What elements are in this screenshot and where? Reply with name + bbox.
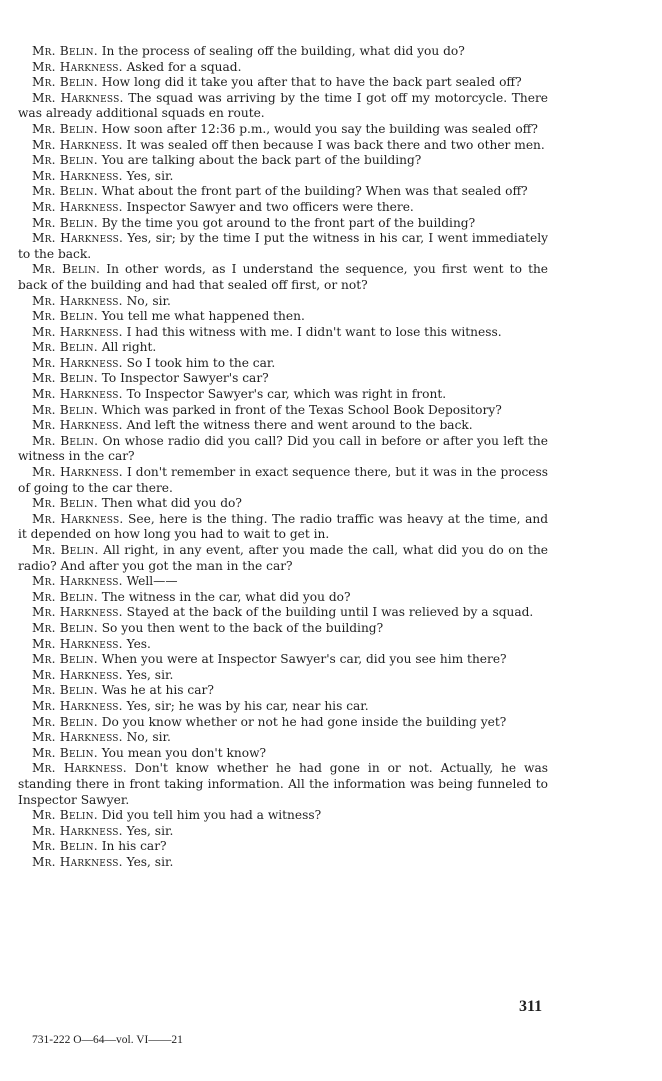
speaker-name: Mr. Belin. — [32, 839, 98, 854]
speech-text: Yes, sir. — [126, 854, 174, 869]
speaker-name: Mr. Belin. — [32, 309, 98, 324]
speech-text: Yes, sir. — [126, 168, 174, 183]
print-footer: 731-222 O—64—vol. VI——21 — [32, 1034, 183, 1046]
testimony-transcript — [18, 44, 548, 870]
testimony-paragraph — [18, 200, 548, 216]
speech-text: I don't remember in exact sequence there, but it was in the process of going to the car there. — [18, 465, 549, 495]
speech-text: How soon after 12:36 p.m., would you say the building was sealed off? — [101, 121, 538, 136]
speech-text: What about the front part of the building? When was that sealed off? — [101, 184, 528, 199]
speaker-name: Mr. Belin. — [32, 543, 99, 557]
speaker-name: Mr. Belin. — [32, 262, 101, 277]
testimony-paragraph — [18, 44, 548, 60]
testimony-paragraph — [18, 91, 548, 122]
speaker-name: Mr. Belin. — [32, 75, 98, 90]
speaker-name: Mr. Harkness. — [32, 823, 123, 838]
speech-text: Inspector Sawyer and two officers were there. — [126, 199, 414, 214]
speaker-name: Mr. Harkness. — [32, 355, 123, 370]
speech-text: How long did it take you after that to have the back part sealed off? — [101, 75, 522, 90]
testimony-paragraph — [18, 340, 548, 356]
speech-text: You are talking about the back part of the building? — [101, 153, 422, 168]
testimony-paragraph — [18, 605, 548, 621]
speaker-name: Mr. Belin. — [32, 44, 98, 58]
speech-text: You mean you don't know? — [101, 745, 267, 760]
testimony-paragraph — [18, 496, 548, 512]
speaker-name: Mr. Belin. — [32, 340, 98, 355]
speech-text: When you were at Inspector Sawyer's car, did you see him there? — [101, 652, 507, 667]
speech-text: See, here is the thing. The radio traffic was heavy at the time, and it depended on how long you had to wait to get in. — [18, 511, 548, 542]
testimony-paragraph — [18, 434, 548, 465]
speech-text: In the process of sealing off the building, what did you do? — [101, 44, 465, 58]
testimony-paragraph — [18, 512, 548, 543]
testimony-paragraph — [18, 309, 548, 325]
testimony-paragraph — [18, 138, 548, 154]
testimony-paragraph — [18, 262, 548, 293]
speech-text: It was sealed off then because I was back there and two other men. — [126, 137, 545, 152]
speaker-name: Mr. Harkness. — [32, 324, 123, 339]
speech-text: All right. — [101, 340, 157, 355]
speech-text: All right, in any event, after you made the call, what did you do on the radio? And after you got the man in the car? — [18, 543, 549, 573]
speaker-name: Mr. Harkness. — [32, 511, 124, 526]
speaker-name: Mr. Belin. — [32, 620, 98, 635]
speaker-name: Mr. Belin. — [32, 215, 98, 230]
speech-text: Yes, sir; he was by his car, near his car. — [126, 698, 369, 713]
speaker-name: Mr. Belin. — [32, 121, 98, 136]
speaker-name: Mr. Belin. — [32, 652, 98, 667]
speech-text: The squad was arriving by the time I got off my motorcycle. There was already additional squads en route. — [18, 90, 549, 121]
testimony-paragraph — [18, 730, 548, 746]
speaker-name: Mr. Harkness. — [32, 667, 123, 682]
testimony-paragraph — [18, 668, 548, 684]
speaker-name: Mr. Belin. — [32, 496, 98, 511]
speaker-name: Mr. Harkness. — [32, 761, 127, 776]
speech-text: Well—— — [126, 574, 178, 589]
speech-text: To Inspector Sawyer's car? — [101, 371, 269, 386]
testimony-paragraph — [18, 683, 548, 699]
testimony-paragraph — [18, 294, 548, 310]
speech-text: Was he at his car? — [101, 683, 214, 698]
testimony-paragraph — [18, 808, 548, 824]
testimony-paragraph — [18, 60, 548, 76]
speaker-name: Mr. Belin. — [32, 153, 98, 168]
speech-text: No, sir. — [126, 293, 171, 308]
speech-text: Yes, sir. — [126, 823, 174, 838]
testimony-paragraph — [18, 356, 548, 372]
testimony-paragraph — [18, 543, 548, 574]
speaker-name: Mr. Belin. — [32, 745, 98, 760]
speech-text: Do you know whether or not he had gone inside the building yet? — [101, 714, 507, 729]
speaker-name: Mr. Harkness. — [32, 730, 123, 745]
speaker-name: Mr. Harkness. — [32, 90, 124, 105]
testimony-paragraph — [18, 403, 548, 419]
testimony-paragraph — [18, 153, 548, 169]
speech-text: Yes. — [126, 636, 151, 651]
page-number: 311 — [519, 998, 543, 1015]
speaker-name: Mr. Harkness. — [32, 137, 123, 152]
speech-text: So I took him to the car. — [126, 355, 276, 370]
testimony-paragraph — [18, 418, 548, 434]
testimony-paragraph — [18, 184, 548, 200]
speaker-name: Mr. Belin. — [32, 683, 98, 698]
speaker-name: Mr. Harkness. — [32, 293, 123, 308]
testimony-paragraph — [18, 652, 548, 668]
speech-text: Yes, sir. — [126, 667, 174, 682]
speech-text: Stayed at the back of the building until I was relieved by a squad. — [126, 605, 534, 620]
speech-text: Don't know whether he had gone in or not. Actually, he was standing there in front taking information. All the information was being funneled to Inspector Sawyer. — [18, 761, 549, 807]
testimony-paragraph — [18, 169, 548, 185]
speaker-name: Mr. Belin. — [32, 371, 98, 386]
testimony-paragraph — [18, 574, 548, 590]
testimony-paragraph — [18, 465, 548, 496]
speaker-name: Mr. Harkness. — [32, 418, 123, 433]
speaker-name: Mr. Belin. — [32, 808, 98, 823]
testimony-paragraph — [18, 216, 548, 232]
testimony-paragraph — [18, 855, 548, 871]
speech-text: By the time you got around to the front part of the building? — [101, 215, 476, 230]
testimony-paragraph — [18, 590, 548, 606]
speech-text: Then what did you do? — [101, 496, 242, 511]
testimony-paragraph — [18, 839, 548, 855]
speaker-name: Mr. Harkness. — [32, 59, 123, 74]
speaker-name: Mr. Belin. — [32, 714, 98, 729]
testimony-paragraph — [18, 621, 548, 637]
testimony-paragraph — [18, 761, 548, 808]
speech-text: Asked for a squad. — [126, 59, 242, 74]
testimony-paragraph — [18, 387, 548, 403]
speech-text: No, sir. — [126, 730, 171, 745]
speaker-name: Mr. Belin. — [32, 589, 98, 604]
speaker-name: Mr. Harkness. — [32, 199, 123, 214]
speaker-name: Mr. Harkness. — [32, 605, 123, 620]
testimony-paragraph — [18, 699, 548, 715]
speech-text: In other words, as I understand the sequence, you first went to the back of the building and had that sealed off first, or not? — [18, 262, 549, 292]
speech-text: You tell me what happened then. — [101, 309, 305, 324]
testimony-paragraph — [18, 824, 548, 840]
speaker-name: Mr. Harkness. — [32, 387, 123, 402]
speaker-name: Mr. Harkness. — [32, 465, 123, 480]
speech-text: Yes, sir; by the time I put the witness in his car, I went immediately to the back. — [18, 231, 548, 261]
testimony-paragraph — [18, 371, 548, 387]
speech-text: I had this witness with me. I didn't want to lose this witness. — [126, 324, 502, 339]
speech-text: Did you tell him you had a witness? — [101, 808, 322, 823]
testimony-paragraph — [18, 637, 548, 653]
speech-text: To Inspector Sawyer's car, which was right in front. — [126, 387, 447, 402]
speaker-name: Mr. Harkness. — [32, 574, 123, 589]
testimony-paragraph — [18, 715, 548, 731]
speaker-name: Mr. Belin. — [32, 402, 98, 417]
speaker-name: Mr. Harkness. — [32, 231, 124, 246]
speaker-name: Mr. Harkness. — [32, 636, 123, 651]
testimony-paragraph — [18, 122, 548, 138]
speaker-name: Mr. Harkness. — [32, 854, 123, 869]
testimony-paragraph — [18, 75, 548, 91]
speech-text: The witness in the car, what did you do? — [101, 589, 351, 604]
speaker-name: Mr. Belin. — [32, 433, 99, 448]
testimony-paragraph — [18, 325, 548, 341]
speech-text: And left the witness there and went around to the back. — [126, 418, 473, 433]
testimony-paragraph — [18, 231, 548, 262]
testimony-paragraph — [18, 746, 548, 762]
speech-text: On whose radio did you call? Did you call in before or after you left the witness in the car? — [18, 433, 548, 464]
speaker-name: Mr. Harkness. — [32, 168, 123, 183]
speech-text: So you then went to the back of the building? — [101, 620, 384, 635]
speaker-name: Mr. Harkness. — [32, 698, 123, 713]
speaker-name: Mr. Belin. — [32, 184, 98, 199]
speech-text: Which was parked in front of the Texas School Book Depository? — [101, 402, 502, 417]
speech-text: In his car? — [101, 839, 167, 854]
